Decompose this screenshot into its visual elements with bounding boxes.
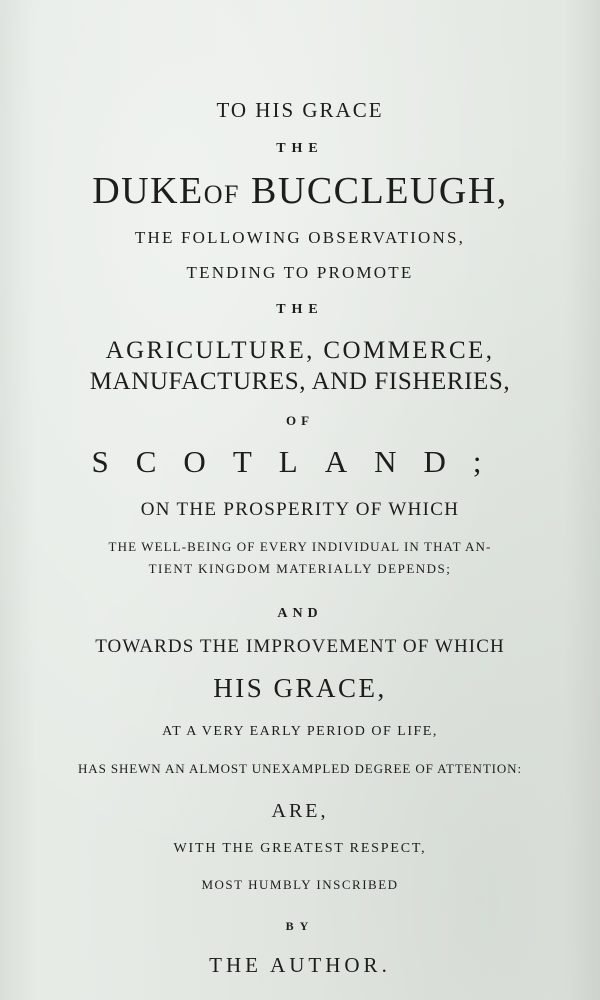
dedication-line-of: OF bbox=[285, 413, 315, 428]
dedication-line-prosperity: ON THE PROSPERITY OF WHICH bbox=[140, 499, 460, 520]
dedication-line-his-grace: HIS GRACE, bbox=[213, 673, 387, 703]
dedication-line-the-2: THE bbox=[276, 302, 324, 317]
dedication-line-author: THE AUTHOR. bbox=[209, 953, 391, 977]
dedication-line-well-being: THE WELL-BEING OF EVERY INDIVIDUAL IN THAT AN- bbox=[108, 539, 492, 554]
dedication-line-scotland: SCOTLAND; bbox=[91, 444, 509, 479]
dedication-line-tient: TIENT KINGDOM MATERIALLY DEPENDS; bbox=[148, 561, 452, 576]
dedication-line-early: AT A VERY EARLY PERIOD OF LIFE, bbox=[162, 724, 438, 739]
dedication-line-and: AND bbox=[277, 606, 323, 621]
dedication-duke-name bbox=[0, 172, 600, 210]
dedication-line-manufactures: MANUFACTURES, AND FISHERIES, bbox=[89, 368, 511, 395]
dedication-line-are: ARE, bbox=[271, 800, 329, 822]
dedication-line-following: THE FOLLOWING OBSERVATIONS, bbox=[134, 228, 466, 247]
duke-name-part1: DUKE bbox=[92, 170, 204, 212]
dedication-line-shewn: HAS SHEWN AN ALMOST UNEXAMPLED DEGREE OF ATTENTION: bbox=[78, 761, 522, 776]
dedication-line-the: THE bbox=[276, 141, 324, 156]
dedication-line-tending: TENDING TO PROMOTE bbox=[186, 263, 414, 282]
duke-name-of: OF bbox=[203, 180, 241, 209]
duke-name-part2: BUCCLEUGH, bbox=[251, 170, 508, 212]
dedication-line-respect: WITH THE GREATEST RESPECT, bbox=[173, 841, 427, 856]
dedication-line-to-his-grace: TO HIS GRACE bbox=[216, 98, 384, 122]
dedication-line-agriculture: AGRICULTURE, COMMERCE, bbox=[105, 337, 495, 364]
dedication-line-humbly: MOST HUMBLY INSCRIBED bbox=[201, 877, 399, 892]
dedication-line-towards: TOWARDS THE IMPROVEMENT OF WHICH bbox=[95, 636, 505, 657]
dedication-line-by: BY bbox=[285, 919, 315, 933]
